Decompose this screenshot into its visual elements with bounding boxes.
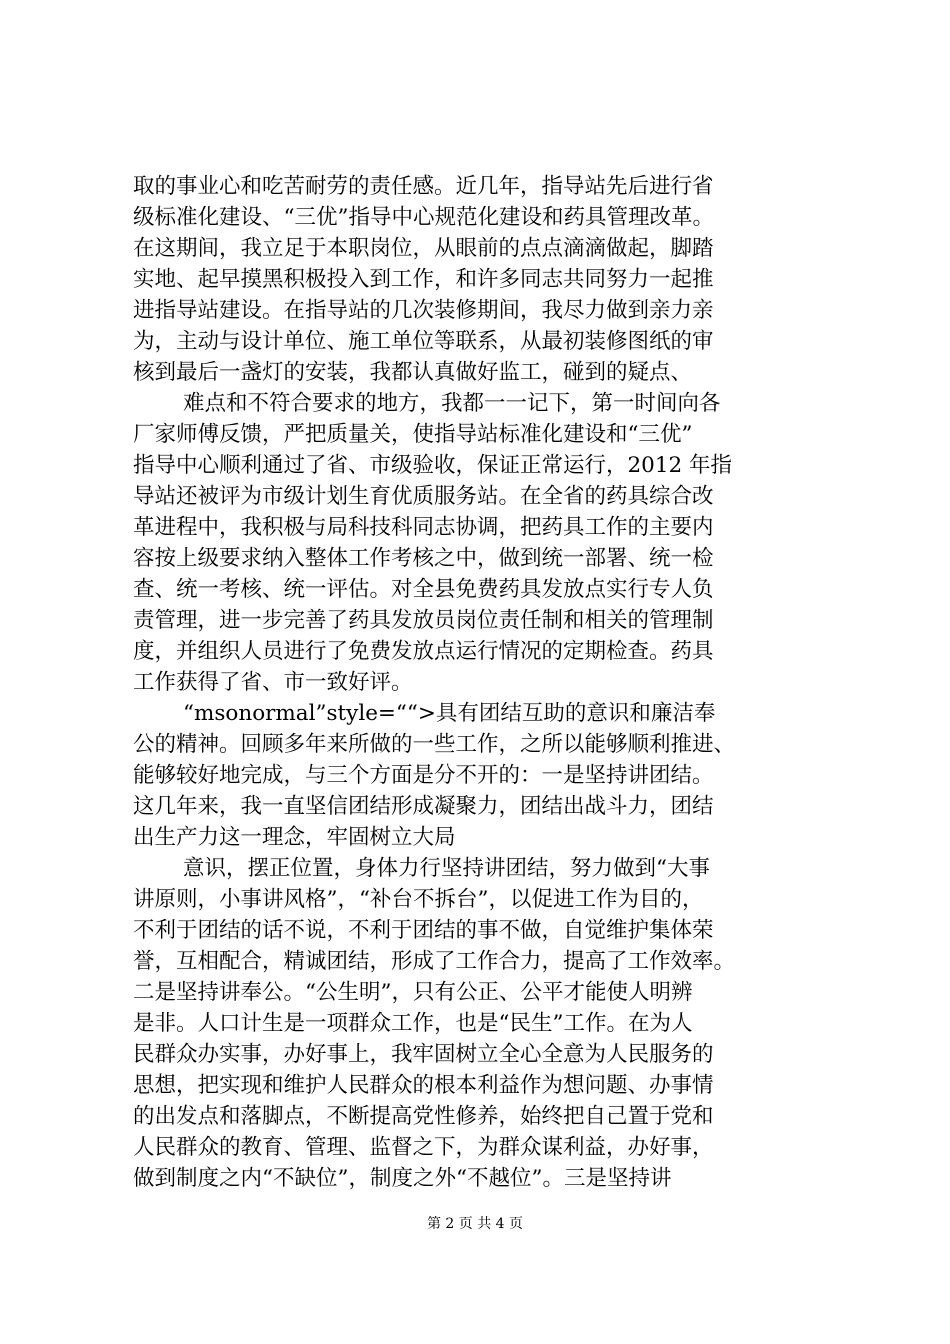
document-body: [133, 171, 833, 1194]
text-line: 不利于团结的话不说，不利于团结的事不做，自觉维护集体荣: [133, 918, 714, 943]
text-line: 做到制度之内“不缺位”，制度之外“不越位”。三是坚持讲: [133, 1166, 672, 1191]
text-line: 思想，把实现和维护人民群众的根本利益作为想问题、办事情: [133, 1073, 714, 1098]
text-line: 责管理，进一步完善了药具发放员岗位责任制和相关的管理制: [133, 608, 714, 633]
text-line: 誉，互相配合，精诚团结，形成了工作合力，提高了工作效率。: [133, 949, 736, 974]
text-line: 容按上级要求纳入整体工作考核之中，做到统一部署、统一检: [133, 546, 714, 571]
text-line: 二是坚持讲奉公。“公生明”，只有公正、公平才能使人明辨: [133, 980, 693, 1005]
text-line: 指导中心顺利通过了省、市级验收，保证正常运行，2012 年指: [133, 453, 733, 478]
text-line: 是非。人口计生是一项群众工作，也是“民生”工作。在为人: [133, 1011, 693, 1036]
text-line: 度，并组织人员进行了免费发放点运行情况的定期检查。药具: [133, 639, 714, 664]
page-number: 第 2 页 共 4 页: [426, 1216, 524, 1232]
text-line: 工作获得了省、市一致好评。: [133, 670, 413, 695]
text-line: 查、统一考核、统一评估。对全县免费药具发放点实行专人负: [133, 577, 714, 602]
text-line: 在这期间，我立足于本职岗位，从眼前的点点滴滴做起，脚踏: [133, 236, 714, 261]
text-line: 人民群众的教育、管理、监督之下，为群众谋利益，办好事，: [133, 1135, 714, 1160]
text-line: 能够较好地完成，与三个方面是分不开的：一是坚持讲团结。: [133, 763, 714, 788]
text-line: 进指导站建设。在指导站的几次装修期间，我尽力做到亲力亲: [133, 298, 714, 323]
text-line: 为，主动与设计单位、施工单位等联系，从最初装修图纸的审: [133, 329, 714, 354]
text-line: 级标准化建设、“三优”指导中心规范化建设和药具管理改革。: [133, 205, 714, 230]
text-line: 实地、起早摸黑积极投入到工作，和许多同志共同努力一起推: [133, 267, 714, 292]
text-line: 难点和不符合要求的地方，我都一一记下，第一时间向各: [183, 391, 721, 416]
text-line: 导站还被评为市级计划生育优质服务站。在全省的药具综合改: [133, 484, 714, 509]
page-footer: [0, 1215, 950, 1233]
text-line: 核到最后一盏灯的安装，我都认真做好监工，碰到的疑点、: [133, 360, 693, 385]
text-line: 取的事业心和吃苦耐劳的责任感。近几年，指导站先后进行省: [133, 174, 714, 199]
text-line: “msonormal”style=““>具有团结互助的意识和廉洁奉: [183, 701, 716, 726]
text-line: 讲原则，小事讲风格”，“补台不拆台”，以促进工作为目的，: [133, 887, 704, 912]
text-line: 这几年来，我一直坚信团结形成凝聚力，团结出战斗力，团结: [133, 794, 714, 819]
text-line: 革进程中，我积极与局科技科同志协调，把药具工作的主要内: [133, 515, 714, 540]
text-line: 出生产力这一理念，牢固树立大局: [133, 825, 456, 850]
text-line: 意识，摆正位置，身体力行坚持讲团结，努力做到“大事: [183, 856, 710, 881]
text-line: 的出发点和落脚点，不断提高党性修养，始终把自己置于党和: [133, 1104, 714, 1129]
text-line: 厂家师傅反馈，严把质量关，使指导站标准化建设和“三优”: [133, 422, 693, 447]
text-line: 民群众办实事，办好事上，我牢固树立全心全意为人民服务的: [133, 1042, 714, 1067]
text-line: 公的精神。回顾多年来所做的一些工作，之所以能够顺利推进、: [133, 732, 736, 757]
